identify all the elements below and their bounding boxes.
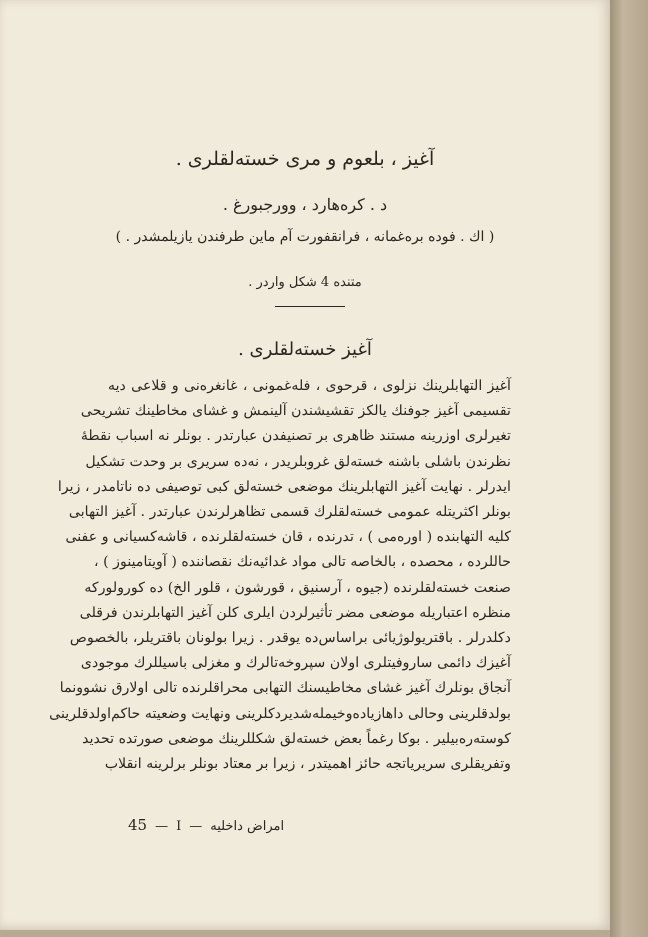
- footer-separator: —: [189, 819, 203, 834]
- text-line: تقسيمى آغيز جوفنك يالكز تقشيشندن آلينمش و غشاى مخاطينك تشريحى: [80, 403, 511, 420]
- translator-note: ( اك . فوده بره‌غمانه ، فرانقفورت آم ماين طرفندن يازيلمشدر . ): [115, 229, 495, 245]
- text-line: بونلر اكثريتله عمومى خسته‌لقلرك قسمى تظاهرلرندن عبارتدر . آغيز التهابى: [68, 504, 511, 521]
- page-number: 45: [128, 816, 148, 834]
- text-line: تغيرلرى اوزرينه مستند ظاهرى بر تصنيفدن عبارتدر . بونلر نه اسباب نقطهٔ: [80, 428, 511, 445]
- figures-note: متنده 4 شكل واردر .: [248, 275, 362, 290]
- article-title: آغيز ، بلعوم و مرى خسته‌لقلرى .: [175, 148, 435, 170]
- section-divider: [275, 306, 345, 307]
- volume-number: I: [176, 819, 182, 834]
- page-gutter: [610, 0, 648, 937]
- footer-separator: —: [155, 819, 169, 834]
- text-line: صنعت خسته‌لقلرنده (جيوه ، آرسنيق ، قورشون ، قلور الخ) ده كورولوركه: [84, 579, 511, 596]
- body-paragraph: [49, 374, 511, 777]
- section-heading: آغيز خسته‌لقلرى .: [238, 339, 372, 360]
- text-line: دكلدرلر . باقتريولوژيائى براساس‌ده يوقدر . زيرا بولونان باقتريلر، بالخصوص: [69, 630, 511, 647]
- page-footer: [128, 816, 318, 834]
- signature-mark: امراض داخليه: [210, 819, 285, 834]
- text-line: حاللرده ، محصده ، بالخاصه تالى مواد غدائيه‌نك نقصاننده ( آويتامينوز ) ،: [94, 554, 511, 571]
- author-line: د . كره‌هارد ، وورجبورغ .: [222, 195, 388, 214]
- text-line: آنجاق بونلرك آغيز غشاى مخاطيسنك التهابى محراقلرنده تالى اولارق نشوونما: [59, 680, 511, 697]
- text-line: آغيزك دائمى ساروفيتلرى اولان سپروخه‌تالرك و مغزلى باسيللرك موجودى: [80, 655, 511, 672]
- text-line: كليه التهابنده ( اوره‌مى ) ، تدرنده ، قان خسته‌لقلرنده ، قاشه‌كسيانى و عفنى: [65, 529, 511, 546]
- text-line: منظره اعتباريله موضعى مضر تأثيرلردن ايلرى كلن آغيز التهابلرندن فرقلى: [79, 604, 511, 621]
- text-line: وتفريقلرى سريرياتجه حائز اهميتدر ، زيرا بر معتاد بونلر برلرينه انقلاب: [104, 756, 511, 773]
- text-line: نظرندن باشلى باشنه خسته‌لق غروبلريدر ، نه‌ده سريرى بر وحدت تشكيل: [85, 453, 511, 470]
- text-line: كوسته‌ره‌بيلير . بوكا رغماً بعض خسته‌لق شكللرينك موضعى صورتده تحديد: [82, 730, 511, 747]
- text-line: بولدقلرينى وحالى داهازياده‌وخيمله‌شديردكلرينى ونهايت وضعيته حاكم‌اولدقلرينى: [49, 705, 511, 722]
- text-line: ايدرلر . نهايت آغيز التهابلرينك موضعى خسته‌لق كبى توصيفى ده ناتامدر ، زيرا: [57, 478, 511, 495]
- text-line: آغيز التهابلرينك نزلوى ، قرحوى ، فله‌غمونى ، غانغره‌نى و قلاعى ديه: [108, 378, 511, 394]
